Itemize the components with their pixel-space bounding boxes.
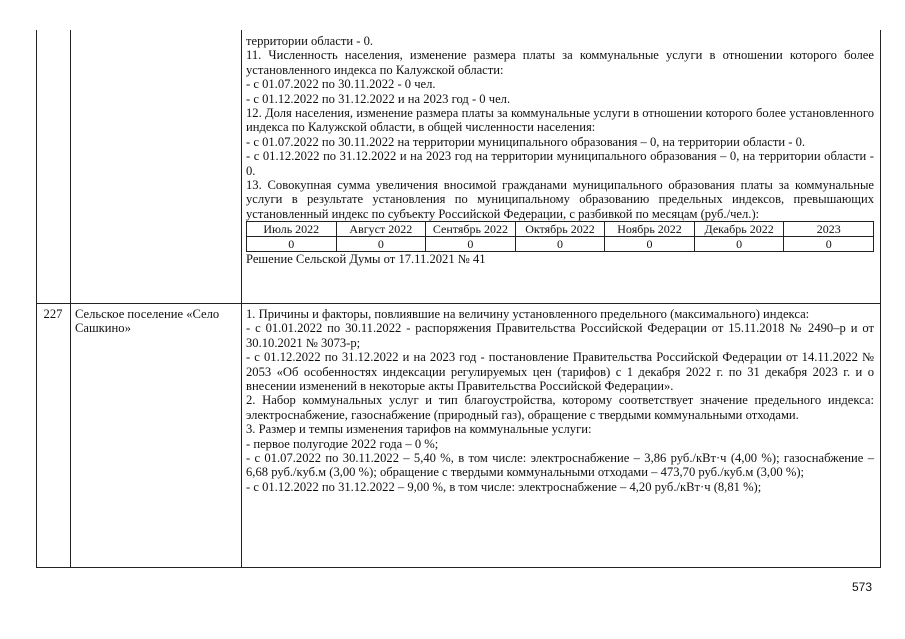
month-value: 0 — [336, 237, 426, 252]
reasons-period-b: - с 01.12.2022 по 31.12.2022 и на 2023 год - постановление Правительства Российской Федерации от 14.11.2022 № 2053 «Об особенностях индексации регулируемых цен (тарифов) с 1 декабря 2022 г. по 31 декабря 2023 г. и о внесении изменений в некоторые акты Правительства Российской Федерации». — [246, 350, 874, 394]
month-value: 0 — [605, 237, 695, 252]
reasons-title: 1. Причины и факторы, повлиявшие на величину установленного предельного (максимального) индекса: — [246, 307, 810, 321]
month-header: Сентябрь 2022 — [426, 222, 516, 237]
services-set: 2. Набор коммунальных услуг и тип благоустройства, которому соответствует значение предельного индекса: электроснабжение, газоснабжение (природный газ), обращение с твердыми коммунальными отходами. — [246, 393, 874, 422]
month-header: 2023 — [784, 222, 874, 237]
item-12-period-a: - с 01.07.2022 по 30.11.2022 на территории муниципального образования – 0, на территории области - 0. — [246, 134, 806, 149]
month-header: Ноябрь 2022 — [605, 222, 695, 237]
table-border-bottom — [36, 567, 881, 568]
month-value: 0 — [694, 237, 784, 252]
tariff-title: 3. Размер и темпы изменения тарифов на коммунальные услуги: — [246, 422, 592, 437]
municipality-name: Сельское поселение «Село Сашкино» — [75, 307, 220, 336]
item-11-title: 11. Численность населения, изменение размера платы за коммунальные услуги в отношении которого более установленного индекса по Калужской области: — [246, 48, 874, 77]
tariff-period-a: - первое полугодие 2022 года – 0 %; — [246, 436, 439, 451]
item-11-period-a: - с 01.07.2022 по 30.11.2022 - 0 чел. — [246, 77, 436, 92]
item-13-title: 13. Совокупная сумма увеличения вносимой гражданами муниципального образования платы за коммунальные услуги в результате установления по муниципальному образованию предельных индексов, превышающих установленный индекс по субъекту Российской Федерации, с разбивкой по месяцам (руб./чел.): — [246, 178, 874, 221]
table-border-left — [36, 30, 37, 568]
table-row — [247, 237, 874, 252]
month-header: Июль 2022 — [247, 222, 337, 237]
table-border-col1 — [70, 30, 71, 568]
item-11-period-b: - с 01.12.2022 по 31.12.2022 и на 2023 год - 0 чел. — [246, 91, 511, 106]
month-value: 0 — [426, 237, 516, 252]
table-row — [247, 222, 874, 237]
month-value: 0 — [515, 237, 605, 252]
page-number: 573 — [852, 580, 873, 594]
decision-reference: Решение Сельской Думы от 17.11.2021 № 41 — [246, 252, 486, 267]
month-header: Декабрь 2022 — [694, 222, 784, 237]
month-value: 0 — [784, 237, 874, 252]
item-12-period-b: - с 01.12.2022 по 31.12.2022 и на 2023 год на территории муниципального образования – 0, на территории области - 0. — [246, 149, 874, 178]
monthly-sum-table — [246, 221, 874, 252]
reasons-period-a: - с 01.01.2022 по 30.11.2022 - распоряжения Правительства Российской Федерации от 15.11.2018 № 2490–р и от 30.10.2021 № 3073-р; — [246, 321, 874, 350]
continuation-cell — [246, 34, 874, 267]
month-header: Август 2022 — [336, 222, 426, 237]
month-header: Октябрь 2022 — [515, 222, 605, 237]
text-line: территории области - 0. — [246, 34, 374, 48]
row-227-content — [246, 307, 874, 494]
tariff-period-b: - с 01.07.2022 по 30.11.2022 – 5,40 %, в том числе: электроснабжение – 3,86 руб./кВт·ч (4,00 %); газоснабжение – 6,68 руб./куб.м (3,00 %); обращение с твердыми коммунальными отходами – 473,70 руб./куб.м (3,00 %); — [246, 451, 874, 480]
table-border-col2 — [241, 30, 242, 568]
tariff-period-c: - с 01.12.2022 по 31.12.2022 – 9,00 %, в том числе: электроснабжение – 4,20 руб./кВт·ч (8,81 %); — [246, 479, 762, 494]
item-12-title: 12. Доля населения, изменение размера платы за коммунальные услуги в отношении которого более установленного индекса по Калужской области, в общей численности населения: — [246, 106, 874, 135]
table-border-right — [880, 30, 881, 568]
row-number: 227 — [43, 307, 63, 321]
row-divider — [36, 303, 881, 304]
month-value: 0 — [247, 237, 337, 252]
